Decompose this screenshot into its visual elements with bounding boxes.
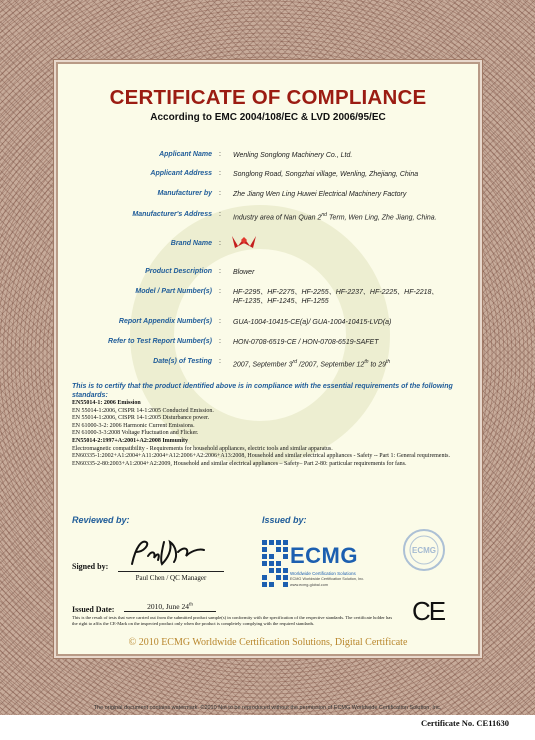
brand-logo-icon — [231, 234, 257, 250]
colon: : — [219, 338, 221, 345]
colon: : — [219, 240, 221, 247]
standard-item: EN 61000-3-3:2008 Voltage Fluctuation and Flicker. — [72, 430, 199, 437]
issued-date-value: 2010, June 24th — [124, 602, 216, 612]
label-report-appendix: Report Appendix Number(s) — [118, 318, 212, 325]
ce-mark: CE — [412, 596, 445, 626]
value-product-description: Blower — [233, 269, 255, 276]
label-brand-name: Brand Name — [170, 240, 212, 247]
footer-notice: The original document contains watermark. ©2010 Not to be reproduced without the permission of ECMG Worldwide Certification Solution, Inc. — [93, 705, 442, 711]
label-test-report: Refer to Test Report Number(s) — [108, 338, 212, 345]
value-applicant-address: Songlong Road, Songzhai village, Wenling, Zhejiang, China — [233, 171, 419, 178]
colon: : — [219, 190, 221, 197]
certificate-subtitle: According to EMC 2004/108/EC & LVD 2006/95/EC — [150, 112, 386, 123]
standard-item: EN55014-2:1997+A:2001+A2:2008 Immunity — [72, 437, 189, 444]
value-applicant-name: Wenling Songlong Machinery Co., Ltd. — [233, 152, 353, 159]
ecmg-wordmark: ECMG — [290, 543, 358, 568]
standard-item: EN55014-1: 2006 Emission — [72, 400, 141, 406]
ecmg-company: ECMG Worldwide Certification Solution, Inc. — [290, 577, 365, 581]
ecmg-seal-stamp — [402, 528, 446, 572]
standards-list — [72, 400, 472, 468]
label-applicant-address: Applicant Address — [150, 170, 212, 177]
standard-item: EN60335-1:2002+A1:2004+A11:2004+A12:2006+A2:2006+A13:2008, Household and similar electrical appliances - Safety -- Part 1: General requirements. — [72, 453, 450, 460]
label-testing-dates: Date(s) of Testing — [153, 358, 212, 365]
value-testing-dates: 2007, September 3rd /2007, September 12th to 29th — [233, 359, 391, 369]
ecmg-website: www.ecmg-global.com — [290, 583, 328, 587]
ecmg-logo-icon — [262, 540, 288, 588]
signed-by-label: Signed by: — [72, 562, 109, 571]
reviewed-by-label: Reviewed by: — [72, 515, 130, 525]
standard-item: EN 61000-3-2: 2006 Harmonic Current Emissions. — [72, 422, 195, 429]
colon: : — [219, 211, 221, 218]
issued-date-label: Issued Date: — [72, 605, 115, 614]
value-test-report: HON-0708-6519-CE / HON-0708-6519-SAFET — [233, 339, 379, 346]
ecmg-tagline: Worldwide Certification Solutions — [290, 571, 356, 576]
colon: : — [219, 358, 221, 365]
colon: : — [219, 268, 221, 275]
handwritten-signature — [128, 536, 208, 568]
value-model-number: HF-2295、HF-2275、HF-2255、HF-2237、HF-2225、HF-2218、HF-1235、HF-1245、HF-1255 — [233, 289, 439, 305]
certificate-title: CERTIFICATE OF COMPLIANCE — [109, 86, 427, 109]
standard-item: EN60335-2-80:2003+A1:2004+A2:2009, Household and similar electrical appliances – Safety– Part 2-80: particular requirements for fans. — [72, 460, 407, 467]
label-model-number: Model / Part Number(s) — [135, 288, 212, 295]
signer-name: Paul Chen / QC Manager — [135, 574, 207, 582]
value-report-appendix: GUA-1004-10415-CE(a)/ GUA-1004-10415-LVD(a) — [233, 319, 392, 326]
colon: : — [219, 170, 221, 177]
standard-item: EN 55014-1:2006, CISPR 14-1:2005 Disturbance power. — [72, 415, 210, 422]
label-manufacturer-address: Manufacturer's Address — [132, 211, 212, 218]
copyright-line: © 2010 ECMG Worldwide Certification Solutions, Digital Certificate — [128, 637, 408, 648]
label-applicant-name: Applicant Name — [159, 151, 212, 158]
signature-line — [118, 571, 224, 572]
value-manufacturer: Zhe Jiang Wen Ling Huwei Electrical Machinery Factory — [233, 191, 407, 198]
standard-item: Electromagnetic compatibility - Requirements for household appliances, electric tools and similar apparatus. — [72, 445, 333, 452]
issued-by-label: Issued by: — [262, 515, 307, 525]
value-manufacturer-address: Industry area of Nan Quan 2nd Term, Wen Ling, Zhe Jiang, China. — [233, 212, 437, 222]
svg-text:ECMG: ECMG — [412, 546, 436, 555]
compliance-statement: This is to certify that the product identified above is in compliance with the essential requirements of the following standards: — [72, 383, 453, 399]
fine-print: This is the result of tests that were carried out from the submitted product sample(s) in conformity with the specification of the respective standards. The certificate holder has the right to affix the CE-Mark on the inspected product only when the product is completely complying with the required standards. — [72, 615, 393, 626]
label-manufacturer: Manufacturer by — [157, 190, 212, 197]
label-product-description: Product Description — [145, 268, 212, 275]
colon: : — [219, 318, 221, 325]
colon: : — [219, 151, 221, 158]
certificate-number: Certificate No. CE11630 — [420, 718, 509, 728]
colon: : — [219, 288, 221, 295]
standard-item: EN 55014-1:2006, CISPR 14-1:2005 Conducted Emission. — [72, 407, 214, 414]
